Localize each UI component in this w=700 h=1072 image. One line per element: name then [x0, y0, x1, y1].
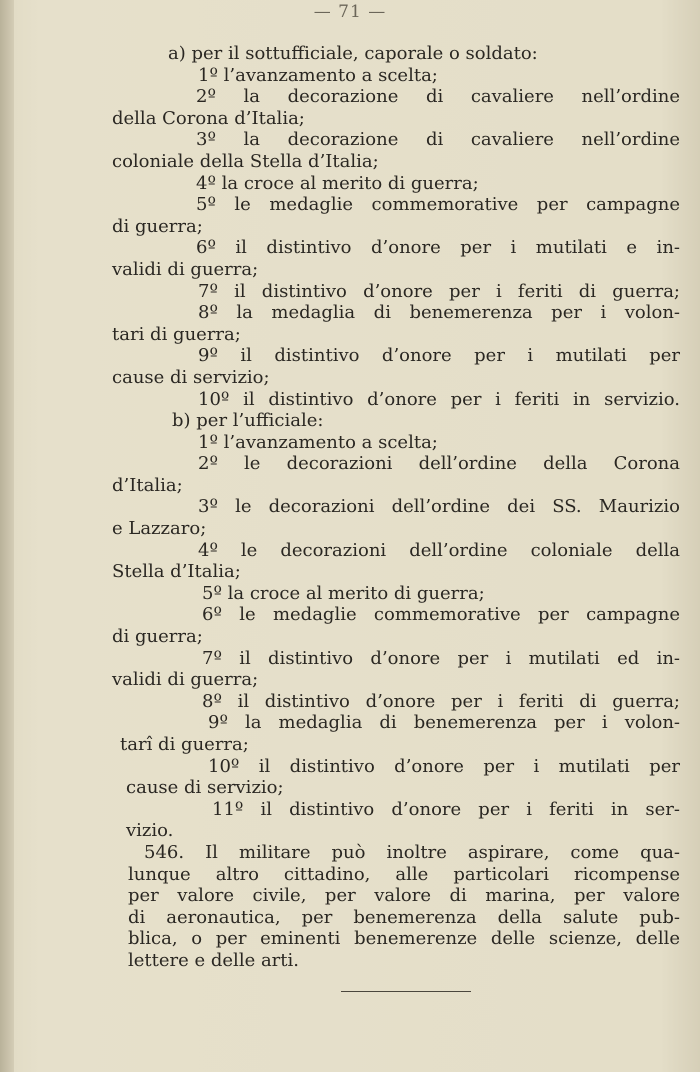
text-line: cause di servizio; — [112, 366, 270, 388]
section-divider — [341, 991, 471, 992]
text-line: 11º il distintivo d’onore per i feriti in ser- — [212, 798, 680, 820]
text-line: 7º il distintivo d’onore per i feriti di guerra; — [198, 280, 680, 302]
text-line: 6º le medaglie commemorative per campagne — [202, 604, 680, 626]
text-line: tarî di guerra; — [120, 734, 249, 755]
page-body-text — [112, 43, 680, 972]
page-number: — 71 — — [313, 2, 387, 22]
text-line: a) per il sottufficiale, caporale o soldato: — [168, 43, 538, 64]
text-line: 9º la medaglia di benemerenza per i volon- — [208, 712, 680, 734]
page-gutter — [0, 0, 14, 1072]
text-line: 8º il distintivo d’onore per i feriti di guerra; — [202, 690, 680, 712]
text-line: Stella d’Italia; — [112, 561, 241, 583]
text-line: d’Italia; — [112, 474, 183, 496]
text-line: 546. Il militare può inoltre aspirare, come qua- — [144, 841, 680, 863]
text-line: tari di guerra; — [112, 323, 241, 345]
text-line: di guerra; — [112, 215, 203, 237]
text-line: 5º le medaglie commemorative per campagne — [196, 194, 680, 216]
text-line: 2º le decorazioni dell’ordine della Corona — [198, 453, 680, 475]
text-line: 8º la medaglia di benemerenza per i volon- — [198, 302, 680, 324]
text-line: validi di guerra; — [112, 669, 259, 691]
text-line: di guerra; — [112, 626, 203, 648]
text-line: coloniale della Stella d’Italia; — [112, 150, 379, 172]
text-line: 4º le decorazioni dell’ordine coloniale della — [198, 539, 680, 561]
text-line: 6º il distintivo d’onore per i mutilati e in- — [196, 237, 680, 259]
text-line: 3º la decorazione di cavaliere nell’ordine — [196, 129, 680, 151]
text-line: 3º le decorazioni dell’ordine dei SS. Maurizio — [198, 496, 680, 518]
text-line: e Lazzaro; — [112, 518, 207, 540]
text-line: 4º la croce al merito di guerra; — [196, 172, 479, 194]
text-line: di aeronautica, per benemerenza della salute pub- — [128, 906, 680, 928]
text-line: lettere e delle arti. — [128, 949, 299, 971]
text-line: b) per l’ufficiale: — [172, 410, 324, 432]
text-line: per valore civile, per valore di marina, per valore — [128, 885, 680, 907]
text-line: 1º l’avanzamento a scelta; — [198, 431, 438, 453]
text-line: lunque altro cittadino, alle particolari ricompense — [128, 863, 680, 885]
text-line: cause di servizio; — [126, 777, 284, 799]
text-line: 7º il distintivo d’onore per i mutilati ed in- — [202, 647, 680, 669]
text-line: validi di guerra; — [112, 258, 259, 280]
text-line: 1º l’avanzamento a scelta; — [198, 64, 438, 86]
text-line: vizio. — [126, 820, 174, 842]
text-line: 10º il distintivo d’onore per i mutilati per — [208, 755, 680, 777]
text-line: 2º la decorazione di cavaliere nell’ordine — [196, 86, 680, 108]
text-line: blica, o per eminenti benemerenze delle scienze, delle — [128, 928, 680, 950]
text-line: 5º la croce al merito di guerra; — [202, 582, 485, 604]
text-line: 10º il distintivo d’onore per i feriti in servizio. — [198, 388, 680, 410]
text-line: della Corona d’Italia; — [112, 107, 305, 129]
text-line: 9º il distintivo d’onore per i mutilati per — [198, 345, 680, 367]
